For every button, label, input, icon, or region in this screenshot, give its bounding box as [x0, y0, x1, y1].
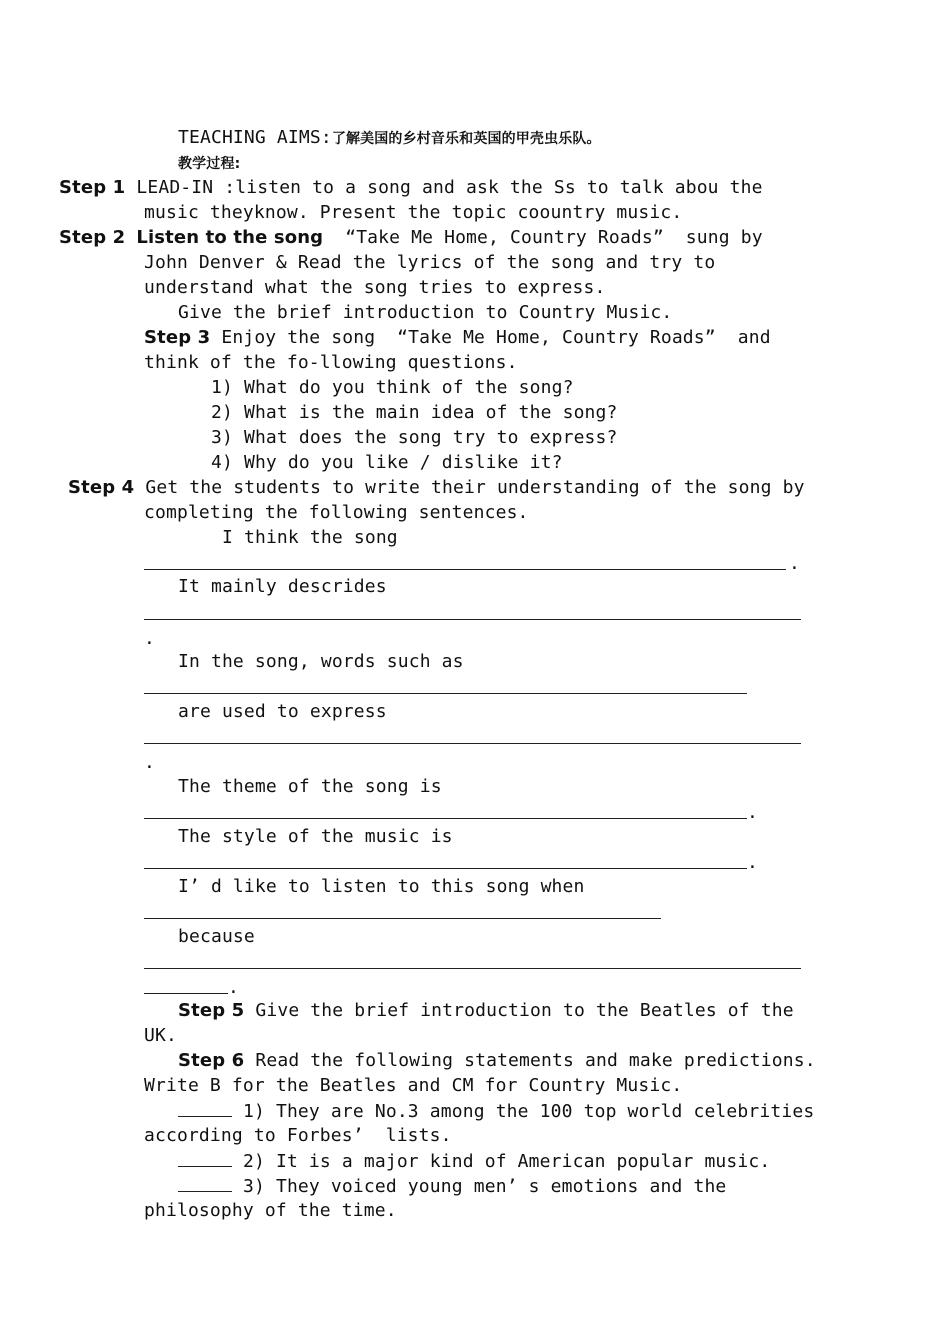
step3-label: Step 3 — [144, 327, 211, 348]
step2-bold-text: Listen to the song — [136, 227, 324, 248]
step4-line1 — [68, 475, 805, 500]
answer-blank[interactable] — [144, 818, 747, 819]
prompt-words: In the song, words such as — [178, 651, 464, 672]
step4-label: Step 4 — [68, 477, 135, 498]
step3-question: 2) What is the main idea of the song? — [211, 402, 618, 423]
step6-line2: Write B for the Beatles and CM for Country Music. — [144, 1075, 683, 1096]
period: . — [144, 752, 155, 773]
answer-blank[interactable] — [144, 693, 747, 694]
step5-text1: Give the brief introduction to the Beatles of the — [255, 1000, 794, 1021]
step2-line3: understand what the song tries to express. — [144, 277, 606, 298]
answer-blank[interactable] — [144, 993, 228, 994]
step1-label: Step 1 — [59, 177, 126, 198]
aims-label: TEACHING AIMS: — [178, 127, 332, 148]
statement-blank[interactable] — [178, 1148, 232, 1167]
step2-label: Step 2 — [59, 227, 126, 248]
prompt-because: because — [178, 926, 255, 947]
step3-question: 3) What does the song try to express? — [211, 427, 618, 448]
step6-label: Step 6 — [178, 1050, 245, 1071]
step2-line2: John Denver & Read the lyrics of the song and try to — [144, 252, 716, 273]
period: . — [789, 553, 800, 574]
step3-text1: Enjoy the song “Take Me Home, Country Roads” and — [221, 327, 771, 348]
period: . — [144, 628, 155, 649]
statement-item — [178, 1173, 726, 1198]
teaching-process-label — [178, 150, 240, 175]
step4-text1: Get the students to write their understanding of the song by — [145, 477, 805, 498]
statement-item — [178, 1098, 814, 1123]
answer-blank[interactable] — [144, 918, 661, 919]
aims-text: 了解美国的乡村音乐和英国的甲壳虫乐队。 — [331, 131, 601, 147]
step1-line2: music theyknow. Present the topic coountry music. — [144, 202, 683, 223]
step2-line1 — [59, 225, 763, 250]
step4-line2: completing the following sentences. — [144, 502, 529, 523]
statement-text: 2) It is a major kind of American popular music. — [243, 1151, 771, 1172]
process-label-text: 教学过程: — [178, 156, 241, 172]
statement-text: 3) They voiced young men’ s emotions and the — [243, 1176, 727, 1197]
prompt-listen-when: I’ d like to listen to this song when — [178, 876, 585, 897]
step6-text1: Read the following statements and make predictions. — [255, 1050, 816, 1071]
step1-line1 — [59, 175, 763, 200]
step5-line1 — [178, 998, 794, 1023]
step6-line1 — [178, 1048, 816, 1073]
prompt-describes: It mainly descrides — [178, 576, 387, 597]
step2-line4: Give the brief introduction to Country Music. — [178, 302, 673, 323]
step1-text1: LEAD-IN :listen to a song and ask the Ss to talk abou the — [136, 177, 763, 198]
answer-blank[interactable] — [144, 743, 801, 744]
period: . — [228, 977, 239, 998]
answer-blank[interactable] — [144, 968, 801, 969]
step5-label: Step 5 — [178, 1000, 245, 1021]
statement-blank[interactable] — [178, 1098, 232, 1117]
step3-question: 4) Why do you like / dislike it? — [211, 452, 563, 473]
statement-cont: according to Forbes’ lists. — [144, 1125, 452, 1146]
statement-cont: philosophy of the time. — [144, 1200, 397, 1221]
answer-blank[interactable] — [144, 619, 801, 620]
statement-blank[interactable] — [178, 1173, 232, 1192]
prompt-style: The style of the music is — [178, 826, 453, 847]
step5-line2: UK. — [144, 1025, 177, 1046]
answer-blank[interactable] — [144, 868, 747, 869]
step3-line1 — [144, 325, 771, 350]
step3-line2: think of the fo-llowing questions. — [144, 352, 518, 373]
period: . — [747, 802, 758, 823]
period: . — [747, 852, 758, 873]
step3-question: 1) What do you think of the song? — [211, 377, 574, 398]
prompt-theme: The theme of the song is — [178, 776, 442, 797]
step2-text1: “Take Me Home, Country Roads” sung by — [345, 227, 763, 248]
prompt-express: are used to express — [178, 701, 387, 722]
answer-blank[interactable] — [144, 569, 786, 570]
statement-text: 1) They are No.3 among the 100 top world celebrities — [243, 1101, 815, 1122]
teaching-aims-line — [178, 125, 601, 150]
statement-item — [178, 1148, 770, 1173]
prompt-think: I think the song — [222, 527, 398, 548]
